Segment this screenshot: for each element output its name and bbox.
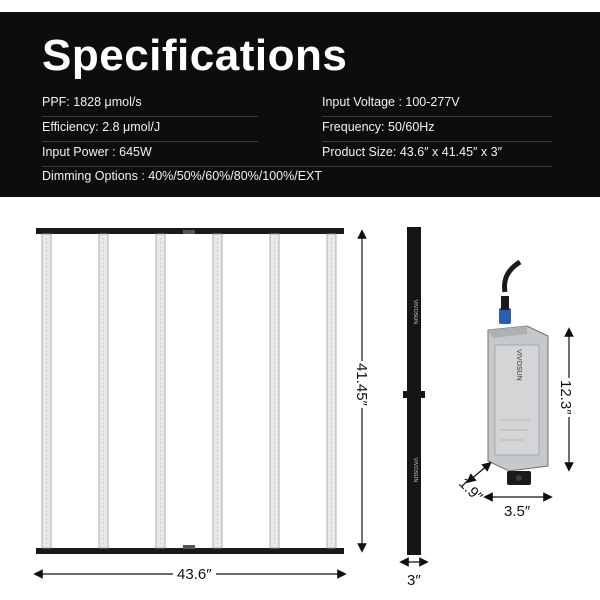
driver-height-arrow	[470, 465, 488, 480]
bottom-connector	[183, 545, 195, 549]
driver-height-label: 1.9″	[455, 474, 486, 506]
led-strips	[42, 234, 336, 548]
spec-input-power: Input Power : 645W	[42, 145, 152, 159]
blue-connector	[499, 308, 511, 324]
height-label: 41.45″	[353, 363, 370, 406]
driver-width-label: 3.5″	[504, 503, 531, 520]
spec-product-size: Product Size: 43.6″ x 41.45″ x 3″	[322, 145, 503, 159]
spec-ppf: PPF: 1828 μmol/s	[42, 95, 142, 109]
power-driver	[488, 262, 548, 485]
spec-dimming-options: Dimming Options : 40%/50%/60%/80%/100%/EXT	[42, 169, 322, 183]
driver-length-label: 12.3″	[557, 380, 574, 415]
spec-frequency: Frequency: 50/60Hz	[322, 120, 435, 134]
top-connector	[183, 230, 195, 234]
page-title: Specifications	[42, 31, 348, 80]
width-label: 43.6″	[173, 566, 216, 583]
brand-logo: VIVOSUN	[515, 349, 522, 381]
grow-light-fixture	[36, 228, 344, 554]
depth-label: 3″	[407, 572, 421, 589]
brand-logo: VIVOSUN	[412, 299, 418, 325]
spec-efficiency: Efficiency: 2.8 μmol/J	[42, 120, 161, 134]
power-cable	[505, 262, 520, 292]
brand-logo: VIVOSUN	[412, 457, 418, 483]
side-view	[403, 227, 425, 555]
cable-plug	[501, 296, 509, 310]
spec-input-voltage: Input Voltage : 100-277V	[322, 95, 460, 109]
side-bracket	[403, 391, 425, 398]
